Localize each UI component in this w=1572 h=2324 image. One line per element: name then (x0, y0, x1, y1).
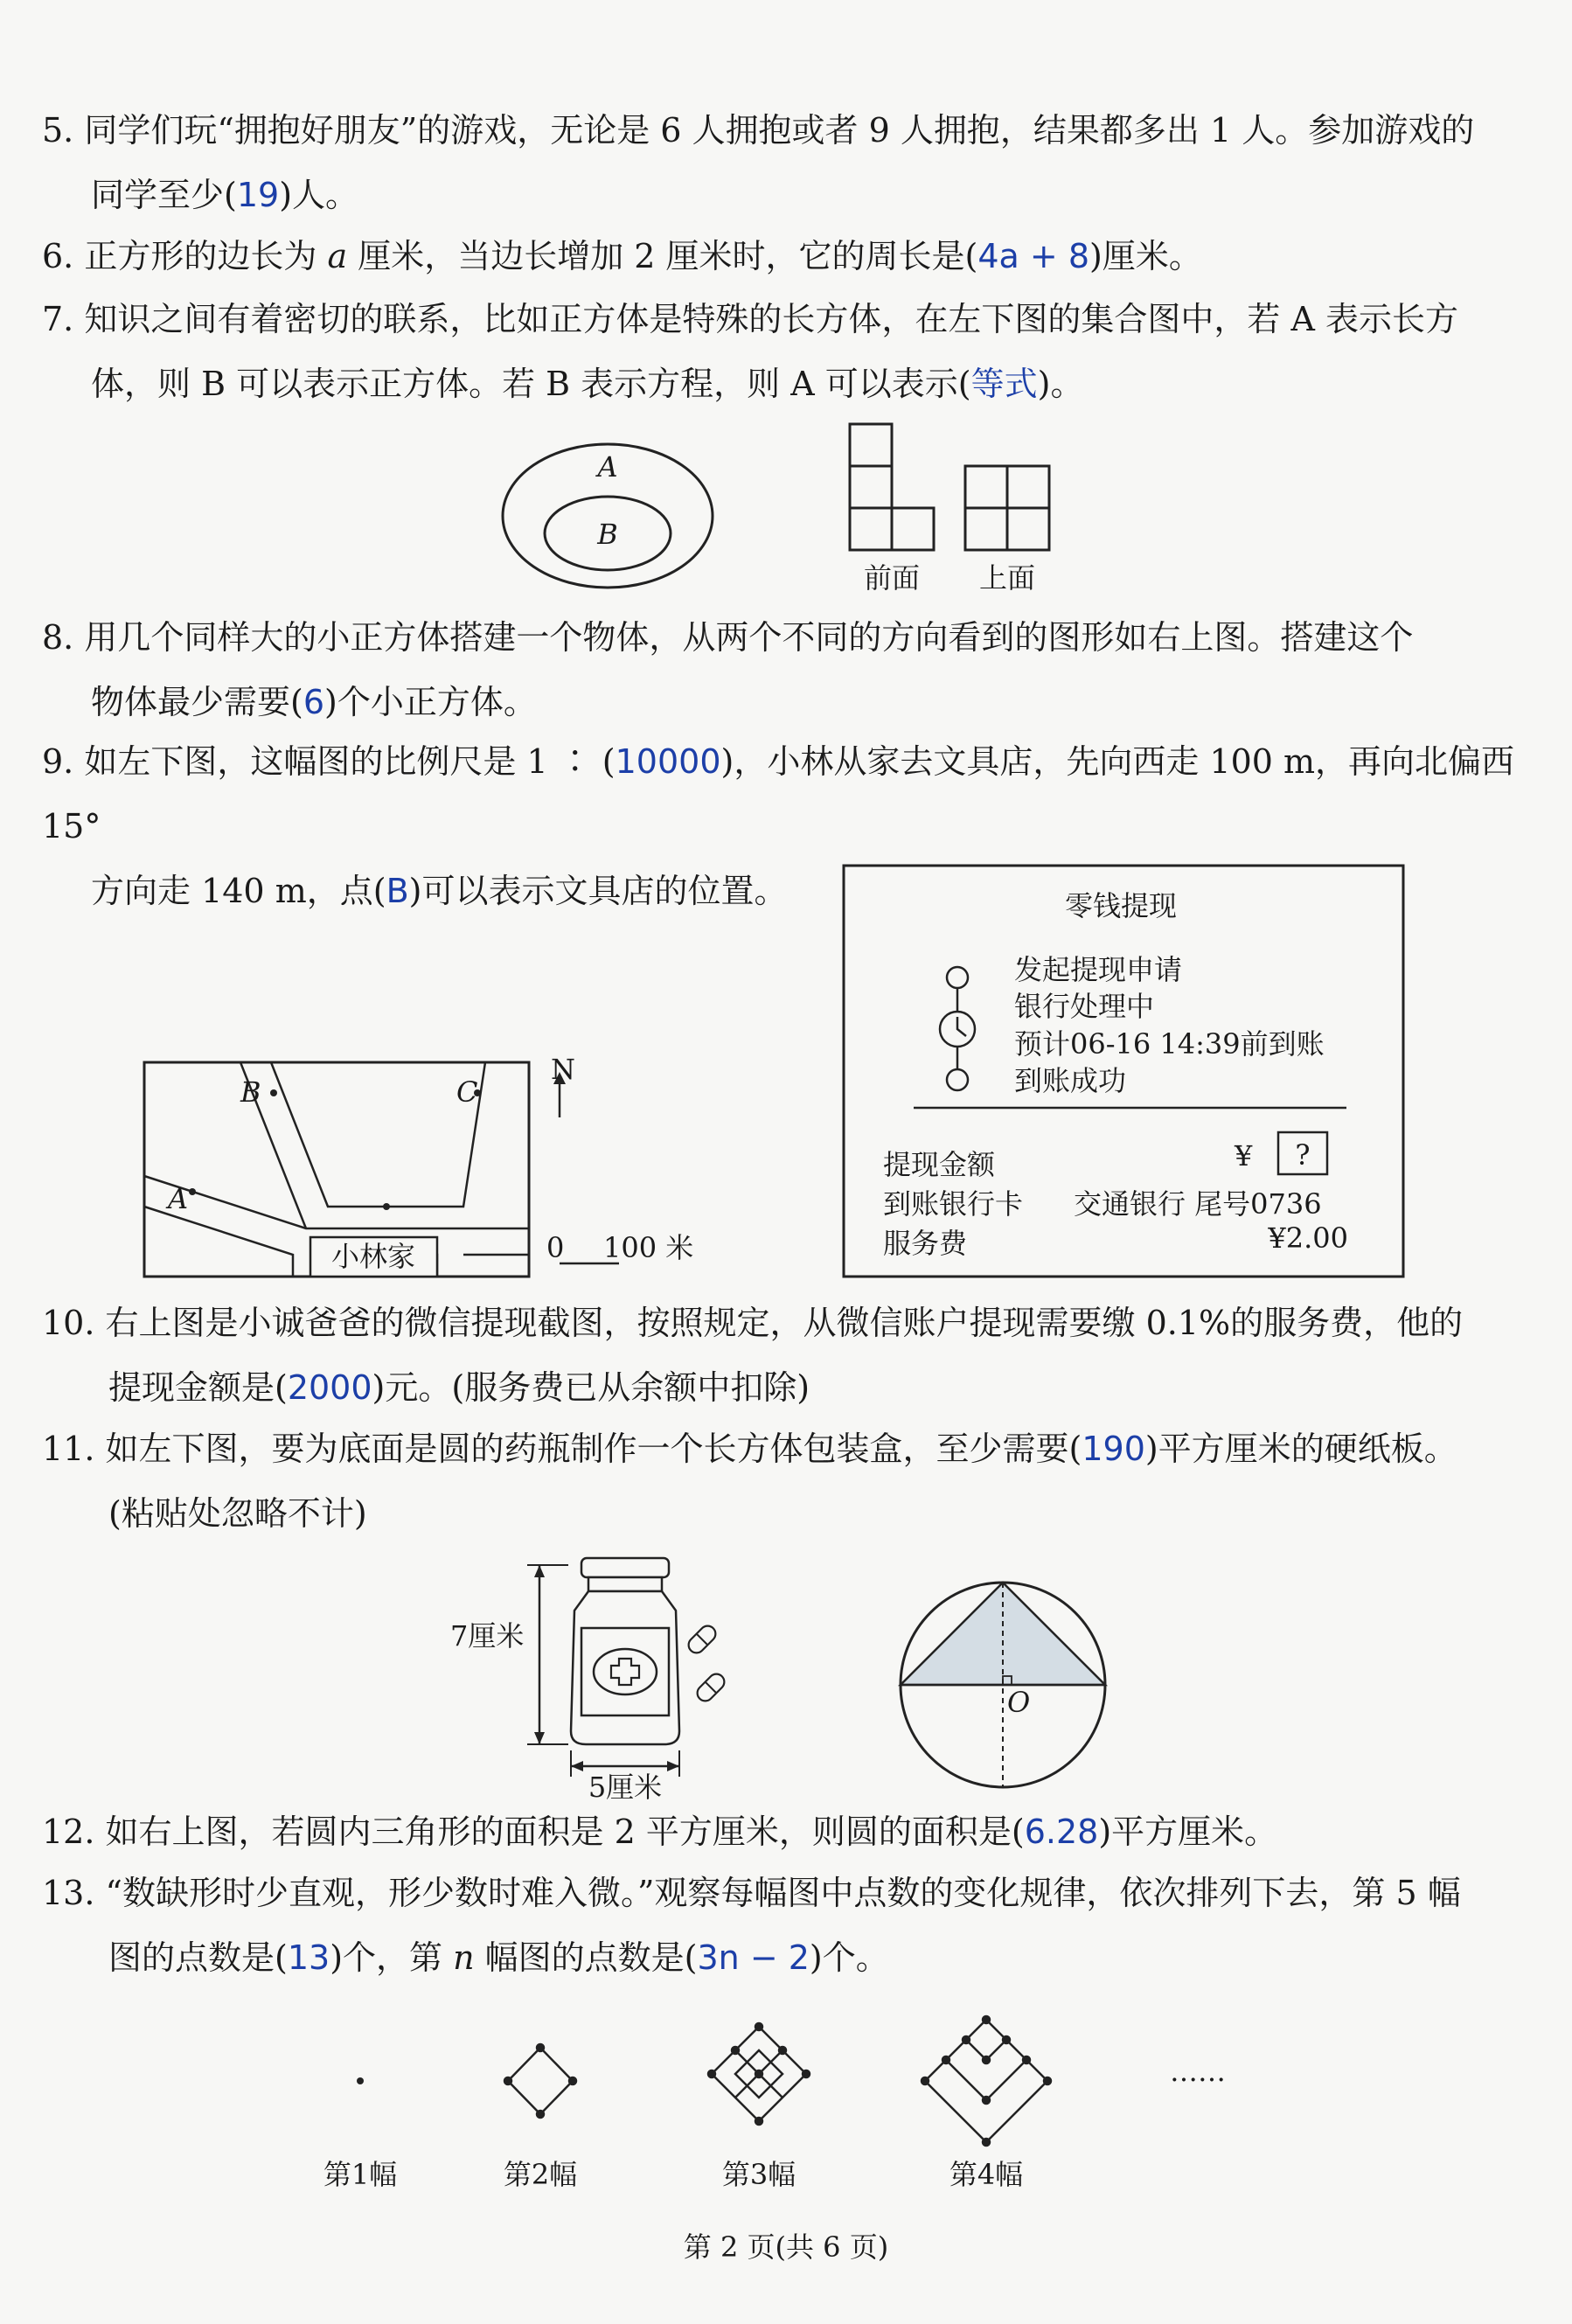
question-text: 厘米，当边长增加 2 厘米时，它的周长是( (347, 237, 978, 275)
question-text: )厘米。 (1089, 237, 1202, 275)
question-number: 9. (42, 742, 74, 781)
wallet-screenshot (839, 861, 1408, 1281)
home-point (383, 1203, 390, 1210)
point-a-marker (189, 1188, 196, 1195)
question-text: 知识之间有着密切的联系，比如正方体是特殊的长方体，在左下图的集合图中，若 A 表示长方 (84, 300, 1458, 338)
question-text: 如左下图，要为底面是圆的药瓶制作一个长方体包装盒，至少需要( (105, 1430, 1082, 1468)
step-1: 发起提现申请 (1014, 953, 1183, 986)
question-text: )。 (1037, 365, 1084, 403)
question-text: 右上图是小诚爸爸的微信提现截图，按照规定，从微信账户提现需要缴 0.1%的服务费，他的 (105, 1304, 1464, 1342)
question-text: “数缺形时少直观，形少数时难入微。”观察每幅图中点数的变化规律，依次排列下去，第 5 幅 (105, 1874, 1461, 1912)
answer: 4a + 8 (977, 237, 1089, 275)
question-number: 13. (42, 1874, 95, 1912)
step-circle (947, 967, 968, 988)
question-text: )，小林从家去文具店，先向西走 100 m，再向北偏西 15° (42, 742, 1515, 845)
answer: B (386, 872, 409, 910)
pill-icon (694, 1671, 727, 1704)
question-text: 如左下图，这幅图的比例尺是 1 ∶ ( (84, 742, 616, 781)
amount-label: 提现金额 (883, 1148, 996, 1181)
pattern-label-2: 第2幅 (503, 2158, 578, 2191)
front-view (850, 424, 934, 550)
map-figure (140, 1049, 708, 1285)
question-text: )元。(服务费已从余额中扣除) (372, 1368, 810, 1407)
north-label: N (551, 1053, 575, 1086)
scale-zero: 0 (546, 1231, 565, 1264)
question-text: 用几个同样大的小正方体搭建一个物体，从两个不同的方向看到的图形如右上图。搭建这个 (84, 618, 1414, 657)
variable-n: n (453, 1938, 475, 1977)
answer: 2000 (287, 1368, 372, 1407)
question-number: 8. (42, 618, 74, 657)
question-number: 10. (42, 1304, 95, 1342)
set-b-label: B (597, 518, 618, 551)
point-a-label: A (168, 1182, 189, 1215)
fee-label: 服务费 (883, 1227, 968, 1260)
venn-diagram (498, 437, 717, 595)
question-text: )平方厘米的硬纸板。 (1144, 1430, 1457, 1468)
answer: 13 (287, 1938, 330, 1977)
answer: 190 (1082, 1430, 1145, 1468)
point-b-marker (270, 1089, 277, 1096)
question-11 (42, 1416, 1528, 1546)
question-5 (42, 98, 1528, 227)
bank-label: 到账银行卡 (883, 1187, 1024, 1221)
question-text: 同学至少( (91, 176, 237, 214)
question-text: 提现金额是( (108, 1368, 288, 1407)
circle-triangle-figure (892, 1574, 1128, 1801)
pill-icon (685, 1623, 719, 1656)
pattern-1 (357, 2077, 364, 2084)
ellipsis: …… (1170, 2055, 1226, 2088)
dot-patterns-figure (289, 1993, 1294, 2203)
question-text: )可以表示文具店的位置。 (408, 872, 788, 910)
pattern-3 (708, 2023, 810, 2125)
pattern-label-4: 第4幅 (949, 2158, 1024, 2191)
pattern-4 (922, 2016, 1051, 2146)
amount-symbol: ¥ (1235, 1139, 1253, 1172)
question-text: 方向走 140 m，点( (91, 872, 386, 910)
question-note: (粘贴处忽略不计) (108, 1494, 367, 1533)
pattern-label-3: 第3幅 (721, 2158, 796, 2191)
bank-value: 交通银行 尾号0736 (1074, 1187, 1322, 1221)
answer: 6.28 (1024, 1813, 1099, 1851)
page-footer: 第 2 页(共 6 页) (683, 2230, 889, 2264)
step-4: 到账成功 (1014, 1064, 1127, 1097)
question-text: )个，第 (330, 1938, 454, 1977)
question-text: )平方厘米。 (1098, 1813, 1278, 1851)
question-text: )个小正方体。 (324, 683, 537, 721)
height-label: 7厘米 (450, 1619, 525, 1653)
pattern-2 (504, 2044, 576, 2118)
step-2: 银行处理中 (1014, 990, 1155, 1023)
question-text: 正方形的边长为 (84, 237, 328, 275)
step-circle (947, 1069, 968, 1090)
question-6 (42, 224, 1528, 289)
question-text: 物体最少需要( (91, 683, 303, 721)
question-number: 11. (42, 1430, 95, 1468)
medicine-bottle-figure (442, 1548, 739, 1801)
answer: 3n − 2 (697, 1938, 810, 1977)
point-c-label: C (456, 1075, 478, 1109)
question-text: )个。 (809, 1938, 889, 1977)
question-number: 12. (42, 1813, 95, 1851)
wallet-title: 零钱提现 (1064, 889, 1178, 922)
top-view-label: 上面 (978, 561, 1036, 595)
three-views-figure (839, 420, 1067, 595)
point-b-label: B (240, 1075, 261, 1109)
answer: 等式 (970, 365, 1038, 403)
question-text: )人。 (279, 176, 359, 214)
amount-value: ? (1295, 1138, 1311, 1172)
top-view (965, 466, 1049, 550)
question-10 (42, 1291, 1528, 1420)
step-3: 预计06-16 14:39前到账 (1014, 1027, 1325, 1061)
question-7 (42, 287, 1528, 416)
bottle-neck (588, 1577, 662, 1591)
question-number: 5. (42, 111, 74, 150)
home-label: 小林家 (330, 1240, 416, 1273)
width-label: 5厘米 (588, 1771, 663, 1801)
answer: 10000 (615, 742, 721, 781)
answer: 19 (236, 176, 280, 214)
pattern-label-1: 第1幅 (323, 2158, 398, 2191)
question-text: 幅图的点数是( (474, 1938, 698, 1977)
question-12 (42, 1799, 1528, 1864)
fee-value: ¥2.00 (1268, 1221, 1348, 1255)
question-text: 如右上图，若圆内三角形的面积是 2 平方厘米，则圆的面积是( (105, 1813, 1025, 1851)
question-text: 图的点数是( (108, 1938, 288, 1977)
front-view-label: 前面 (863, 561, 921, 595)
set-a-label: A (597, 450, 618, 484)
question-number: 7. (42, 300, 74, 338)
question-8 (42, 605, 1528, 734)
variable-a: a (327, 237, 348, 275)
scale-label: 100 米 (603, 1231, 694, 1264)
center-label: O (1007, 1686, 1031, 1719)
question-text: 同学们玩“拥抱好朋友”的游戏，无论是 6 人拥抱或者 9 人拥抱，结果都多出 1 人。参加游戏的 (84, 111, 1475, 150)
question-text: 体，则 B 可以表示正方体。若 B 表示方程，则 A 可以表示( (91, 365, 971, 403)
question-number: 6. (42, 237, 74, 275)
bottle-cap (581, 1558, 669, 1577)
question-13 (42, 1861, 1528, 1990)
bottle-body (571, 1591, 679, 1744)
answer: 6 (303, 683, 325, 721)
